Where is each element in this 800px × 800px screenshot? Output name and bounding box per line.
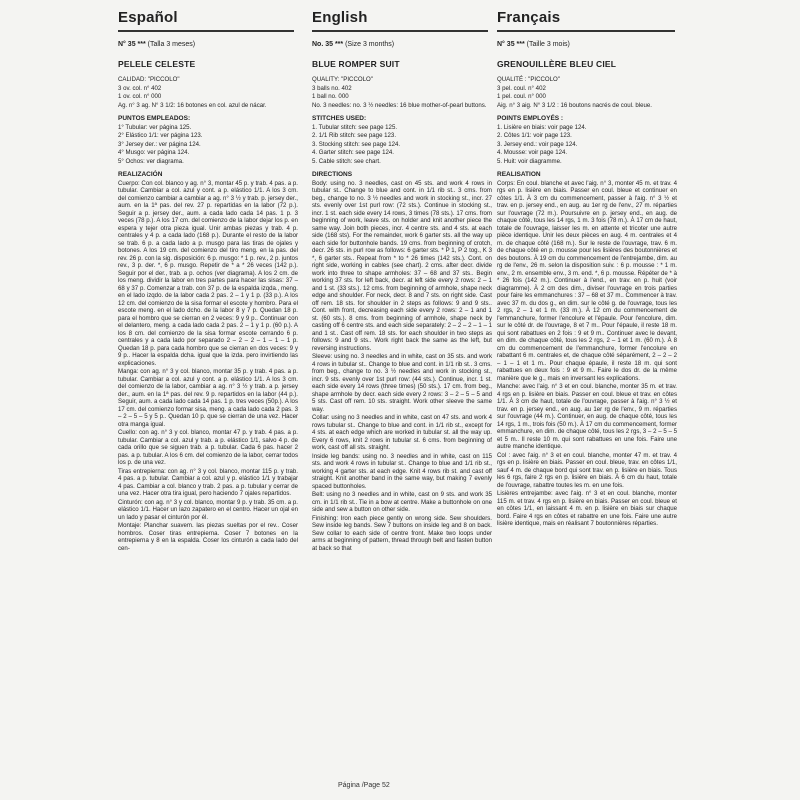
pattern-number [118, 41, 298, 49]
material-line: 3 ov. col. n° 402 [118, 84, 162, 92]
instruction-paragraph: Sleeve: using no. 3 needles and in white, cast on 35 sts. and work 4 rows in tubular st.. Change to blue and cont. in 1/1 rib st.. 3 cms. from beg., change to no. 3 ½ needles and work in stocking st., incr. 9 sts. evenly over 1st purl row: (44 sts.). Continue, incr. 1 st. each side every 14 rows (three times) (50 sts.). 17 cm. from beg., shape armhole by decr. each side every 2 rows: 3 – 2 – 5 – 5 and 5 sts. Cast off rem. 10 sts. straight. Work other sleeve the same way. [312, 353, 492, 413]
instruction-paragraph: Col : avec l'aig. n° 3 et en coul. blanche, monter 47 m. et trav. 4 rgs en p. lisière en biais. Passer en coul. bleue, trav. en côtes 1/1, sauf 4 m. de chaque bord qui sont trav. en p. lisière en biais. Tous les 6 rgs, faire 2 rgs en p. lisière en biais. À 6 cm du haut, totale de l'ouvrage, rabattre toutes les m. en une fois. [497, 451, 677, 489]
pattern-size: (Taille 3 mois) [526, 41, 570, 48]
language-heading: Español [118, 9, 178, 26]
pattern-number [312, 41, 492, 49]
stitch-line: 1° Tubular: ver página 125. [118, 123, 192, 131]
pattern-number-value: N° 35 *** [118, 41, 146, 48]
instruction-paragraph: Body: using no. 3 needles, cast on 45 sts. and work 4 rows in tubular st.. Change to blue and cont. in 1/1 rib st.. 3 cms. from beg., change to no. 3 ½ needles and work in stocking st., incr. 27 sts. evenly over 1st purl row: (72 sts.). Continue in stocking st., incr. 1 st. each side every 14 rows, 3 times (78 sts.). 17 cms. from beginning of work, leave sts. on holder and knit another piece the same way. Join both pieces, incr. 4 centre sts. and 4 sts. at each side (168 sts). For the remainder, work 6 garter sts. all the way up each side for buttonhole bands. 19 cms. from beginning of crotch, decr. 26 sts. in purl row as follows: 6 garter sts. * P 1, P 2 tog., K 3 *, 6 garter sts.. Repeat from * to * 26 times (142 sts.). Cont. on right side, working in cables (see chart). 2 cms. after decr. divide work into three to shape armholes: 37 – 68 and 37 sts.. Begin working 37 sts. for left back, decr. at left side every 2 rows: 2 – 1 and 1 st. (33 sts.). 12 cms. from beginning of armhole, shape neck edge and shoulder. For neck, decr. 8 and 7 sts. on right side. Cast off rem. 18 sts. for shoulder in 2 steps as follows: 9 and 9 sts.. Cont. with front, decreasing each side every 2 rows: 2 – 1 and 1 st. (60 sts.). 8 cms. from beginning of armhole, shape neck by casting off 6 centre sts. and each side separately: 2 – 2 – 2 – 1 – 1 and 1 st.. Cast off rem. 18 sts. for each shoulder in two steps as follows: 9 and 9 sts.. Work right back the same as the left, but reversing instructions. [312, 179, 492, 352]
language-heading: English [312, 9, 368, 26]
instruction-paragraph: Finishing: Iron each piece gently on wrong side. Sew shoulders. Sew inside leg bands. Sew 7 buttons on inside leg and 8 on back. Sew collar to each side of centre front. Make two loops under arms at beginning of pattern, thread through belt and fasten button at back so that [312, 514, 492, 552]
heading-rule [312, 30, 488, 32]
material-line: Aig. n° 3 aig. N° 3 1/2 : 16 boutons nacrés de coul. bleue. [497, 101, 652, 109]
material-line: 1 ball no. 000 [312, 93, 349, 100]
instruction-paragraph: Cinturón: con ag. n° 3 y col. blanco, montar 9 p. y trab. 35 cm. a p. elástico 1/1. Hacer un lazo zapatero en el centro. Hacer un ojal en un lado y pasar el cinturón por él. [118, 498, 298, 521]
heading-rule [497, 30, 675, 32]
section-heading: REALISATION [497, 171, 541, 178]
section-heading: PUNTOS EMPLEADOS: [118, 115, 191, 122]
stitch-line: 2. 1/1 Rib stitch: see page 123. [312, 132, 397, 139]
heading-rule [118, 30, 294, 32]
instruction-paragraph: Collar: using no 3 needles and in white, cast on 47 sts. and work 4 rows tubular st.. Change to blue and cont. in 1/1 rib st., except for 4 sts. at each edge which are worked in tubular st. all the way up. Every 6 rows, knit 2 rows in tubular st. 6 cms. from beginning of work, cast off all sts. straight. [312, 414, 492, 451]
pattern-title: BLUE ROMPER SUIT [312, 58, 400, 69]
instruction-paragraph: Belt: using no 3 needles and in white, cast on 9 sts. and work 35 cm. in 1/1 rib st.. Tie in a bow at centre. Make a buttonhole on one side and sew a button on other side. [312, 491, 492, 513]
stitch-line: 2° Elástico 1/1: ver página 123. [118, 132, 203, 139]
instruction-paragraph: Tiras entrepierna: con ag. n° 3 y col. blanco, montar 115 p. y trab. 4 pas. a p. tubular. Cambiar a col. azul y p. elástico 1/1 y trabajar 4 pas. Cambiar a col. blanco y trab. 2 pas. a p. tubular y cerrar de una vez. Hacer otra tira igual, pero haciendo 7 ojales repartidos. [118, 467, 298, 497]
pattern-size: (Size 3 months) [345, 41, 395, 48]
stitch-line: 5. Huit: voir diagramme. [497, 157, 562, 165]
pattern-number-value: N° 35 *** [497, 41, 525, 48]
language-heading: Français [497, 9, 561, 26]
instruction-paragraph: Manga: con ag. n° 3 y col. blanco, montar 35 p. y trab. 4 pas. a p. tubular. Cambiar a col. azul y cont. a p. elástico 1/1. A los 3 cm. del comienzo de la labor, cambiar a ag. n° 3 ½ y trab. a p. jersey der., aum. en la 1ª pas. del rev. 9 p. repartidos en la labor (44 p.). Seguir, aum. a cada lado cada 14 pas. 1 p. tres veces (50p.). A los 17 cm. del comienzo formar sisa, meng. a cada lado cada 2 pas. 3 – 2 – 5 – 5 y 5 p.. Quedan 10 p. que se cierran de una vez. Hacer otra manga igual. [118, 368, 298, 428]
stitch-line: 4. Mousse: voir page 124. [497, 149, 568, 156]
stitch-line: 3. Stocking stitch: see page 124. [312, 140, 401, 148]
section-heading: REALIZACIÓN [118, 171, 163, 178]
material-line: Ag. n° 3 ag. N° 3 1/2: 16 botones en col. azul de nácar. [118, 101, 267, 109]
instruction-paragraph: Lisières entrejambe: avec l'aig. n° 3 et en coul. blanche, monter 115 m. et trav. 4 rgs en p. lisière en biais. Passer en coul. bleue et en côtes 1/1, en laissant 4 m. en p. lisière en biais sur chaque bord. Faire 4 rgs en côtes et rabattre en une fois. Faire une autre lisière identique, mais en réalisant 7 boutonnières réparties. [497, 490, 677, 527]
instruction-paragraph: Manche: avec l'aig. n° 3 et en coul. blanche, monter 35 m. et trav. 4 rgs en p. lisière en biais. Passer en coul. bleue et trav. en côtes 1/1. À 3 cm de haut, totale de l'ouvrage, passer à l'aig. n° 3 ½ et trav. en p. jersey end., en aug. au 1er rg de l'env., 9 m. réparties sur l'ouvrage (44 m.). Continuer, en aug. de chaque côté, tous les 14 rgs, 1 m., trois fois (50 m.). À 17 cm du commencement, former emmanchure, en dim. de chaque côté, tous les 2 rgs, 3 – 2 – 5 – 5 et 5 m.. Il reste 10 m. qui sont rabattues en une fois. Faire une autre manche identique. [497, 383, 677, 450]
stitch-line: 2. Côtes 1/1: voir page 123. [497, 132, 572, 139]
material-line: 3 pel. coul. n° 402 [497, 84, 546, 92]
material-line: 3 balls no. 402 [312, 84, 352, 92]
pattern-size: (Talla 3 meses) [147, 41, 196, 48]
stitch-line: 1. Tubular stitch: see page 125. [312, 123, 398, 131]
material-line: CALIDAD: "PICCOLO" [118, 76, 180, 83]
instruction-paragraph: Cuello: con ag. n° 3 y col. blanco, montar 47 p. y trab. 4 pas. a p. tubular. Cambiar a col. azul y trab. a p. elástico 1/1, salvo 4 p. de cada orillo que se siguen trab. a p. tubular. Cada 6 pas. hacer 2 pas. a p. tubular. A los 6 cm. del comienzo de la labor, cerrar todos los p. de una vez. [118, 429, 298, 466]
pattern-title: PELELE CELESTE [118, 58, 196, 69]
material-line: QUALITÉ : "PICCOLO" [497, 76, 560, 83]
stitch-line: 4. Garter stitch: see page 124. [312, 149, 394, 156]
section-heading: DIRECTIONS [312, 171, 353, 178]
pattern-number-value: No. 35 *** [312, 41, 344, 48]
stitch-line: 5. Cable stitch: see chart. [312, 157, 381, 165]
material-line: No. 3 needles: no. 3 ½ needles: 16 blue mother-of-pearl buttons. [312, 101, 487, 109]
stitch-line: 1. Lisière en biais: voir page 124. [497, 123, 587, 131]
instruction-paragraph: Cuerpo: Con col. blanco y ag. n° 3, montar 45 p. y trab. 4 pas. a p. tubular. Cambiar a col. azul y cont. a p. elástico 1/1. A los 3 cm. del comienzo cambiar a cambiar a ag. n° 3 ½ y trab. p. jersey der., aum. en la 1ª pas. del rev. 27 p. repartidas en la labor (72 p.). Seguir a p. jersey der., aum. a cada lado cada 14 pas. 1 p. 3 veces (78 p.). A los 17 cm. del comienzo de la labor dejar los p. en espera y tejer otra pieza igual. Unir ambas piezas y trab. 4 p. centrales y 4 p. a cada lado (168 p.). Durante el resto de la labor se trab. 6 p. a cada lado a p. musgo para las tiras de ojales y botones. A los 19 cm. del comienzo del tiro meng. en la pas. del rev. 26 p. con la sig. disposición: 6 p. musgo: * 1 p. rev., 2 p. juntos rev., 3 p. der. *, 6 p. musgo. Repetir de * a * 26 veces (142 p.). Seguir por el der., trab. a p. ochos (ver diagrama). A los 2 cm. de los meng. dividir la labor en tres partes para hacer las sisas: 37 – 68 y 37 p. Comenzar a trab. con 37 p. de la espalda izqda., meng. en el lado izqdo. de la labor cada 2 pas. 2 – 1 y 1 p. (33 p.). A los 12 cm. del comienzo de la sisa formar el escote y hombro. Para el escote meng. en el lado dcho. de la labor 8 y 7 p. Quedan 18 p. para el hombro que se cierran en 2 veces: 9 y 9 p.. Continuar con el delantero, meng. a cada lado cada 2 pas. 2 – 1 y 1 p. (60 p.). A los 8 cm. del comienzo de la sisa formar escote cerrando 6 p. centrales y a cada lado por separado 2 – 2 – 2 – 1 – 1 – 1 p. Quedan 18 p. para cada hombro que se cierran en dos veces: 9 y 9 p.. Hacer la espalda dcha. igual que la izda. pero invirtiendo las explicaciones. [118, 179, 298, 367]
page-number-footer: Página /Page 52 [338, 782, 390, 789]
stitch-line: 3. Jersey end.: voir page 124. [497, 140, 578, 148]
material-line: QUALITY: "PICCOLO" [312, 76, 373, 83]
instruction-paragraph: Montaje: Planchar suavem. las piezas sueltas por el rev.. Coser hombros. Coser tiras entrepierna. Coser 7 botones en la entrepierna y 8 en la espalda. Coser los cinturón a cada lado del cen- [118, 522, 298, 552]
column-body [118, 41, 298, 553]
pattern-title: GRENOUILLÈRE BLEU CIEL [497, 58, 617, 69]
instruction-paragraph: Corps: En coul. blanche et avec l'aig. n° 3, monter 45 m. et trav. 4 rgs en p. lisière en biais. Passer en coul. bleue et continuer en côtes 1/1. À 3 cm du commencement, passer à l'aig. n° 3 ½ et trav. en p. jersey end., en aug. au 1er rg de l'env., 27 m. réparties sur l'ouvrage (72 m.). Poursuivre en p. jersey end., en aug. de chaque côté, tous les 14 rgs, 1 m. 3 fois (78 m.). À 17 cm de haut, totale de l'ouvrage, laisser les m. en attente et tricoter une autre pièce identique. Unir les deux pièces en aug. 4 m. centrales et 4 m. de chaque côté (168 m.). Sur le reste de l'ouvrage, trav. 6 m. de chaque côté en p. mousse pour les lisières des boutonnières et des boutons. À 19 cm du commencement de l'entrejambe, dim. au rg de l'env., 26 m. selon la disposition suiv. : 6 p. mousse : * 1 m. env., 2 m. ensemble env., 3 m. end. *, 6 p. mousse. Répéter de * à * 26 fois (142 m.). Continuer à l'end., en trav. en p. huit (voir diagramme). À 2 cm des dim., diviser l'ouvrage en trois parties pour faire les emmanchures : 37 – 68 et 37 m.. Commencer à trav. avec 37 m. du dos g., en dim. sur le côté g. de l'ouvrage, tous les 2 rgs, 2 – 1 et 1 m. (33 m.). À 12 cm du commencement de l'emmanchure, former l'encolure et l'épaule. Pour l'encolure, dim. sur le côté dr. de l'ouvrage, 8 et 7 m.. Pour l'épaule, il reste 18 m. qui sont rabattues en 2 fois : 9 et 9 m.. Continuer avec le devant, en dim. de chaque côté, tous les 2 rgs, 2 – 1 et 1 m. (60 m.). À 8 cm du commencement de l'emmanchure, former l'encolure en rabattant 6 m. centrales et, de chaque côté séparément, 2 – 2 – 2 – 1 – 1 et 1 m.. Pour chaque épaule, il reste 18 m. qui sont rabattues en deux fois : 9 et 9 m.. Faire le dos dr. de la même manière que le g., mais en inversant les explications. [497, 179, 677, 382]
stitch-line: 4° Musgo: ver página 124. [118, 149, 190, 156]
section-heading: POINTS EMPLOYÉS : [497, 115, 564, 122]
pattern-number [497, 41, 677, 49]
column-body [497, 41, 677, 529]
column-body [312, 41, 492, 553]
section-heading: STITCHES USED: [312, 115, 367, 122]
stitch-line: 5° Ochos: ver diagrama. [118, 157, 184, 165]
material-line: 1 ov. col. n° 000 [118, 93, 162, 100]
material-line: 1 pel. coul. n° 000 [497, 93, 546, 100]
instruction-paragraph: Inside leg bands: using no. 3 needles and in white, cast on 115 sts. and work 4 rows in tubular st.. Change to blue and 1/1 rib st., working 4 garter sts. at each edge. Knit 4 rows rib st. and cast off straight. Knit another band in the same way, but making 7 evenly spaced buttonholes. [312, 452, 492, 490]
stitch-line: 3° Jersey der.: ver página 124. [118, 140, 201, 148]
